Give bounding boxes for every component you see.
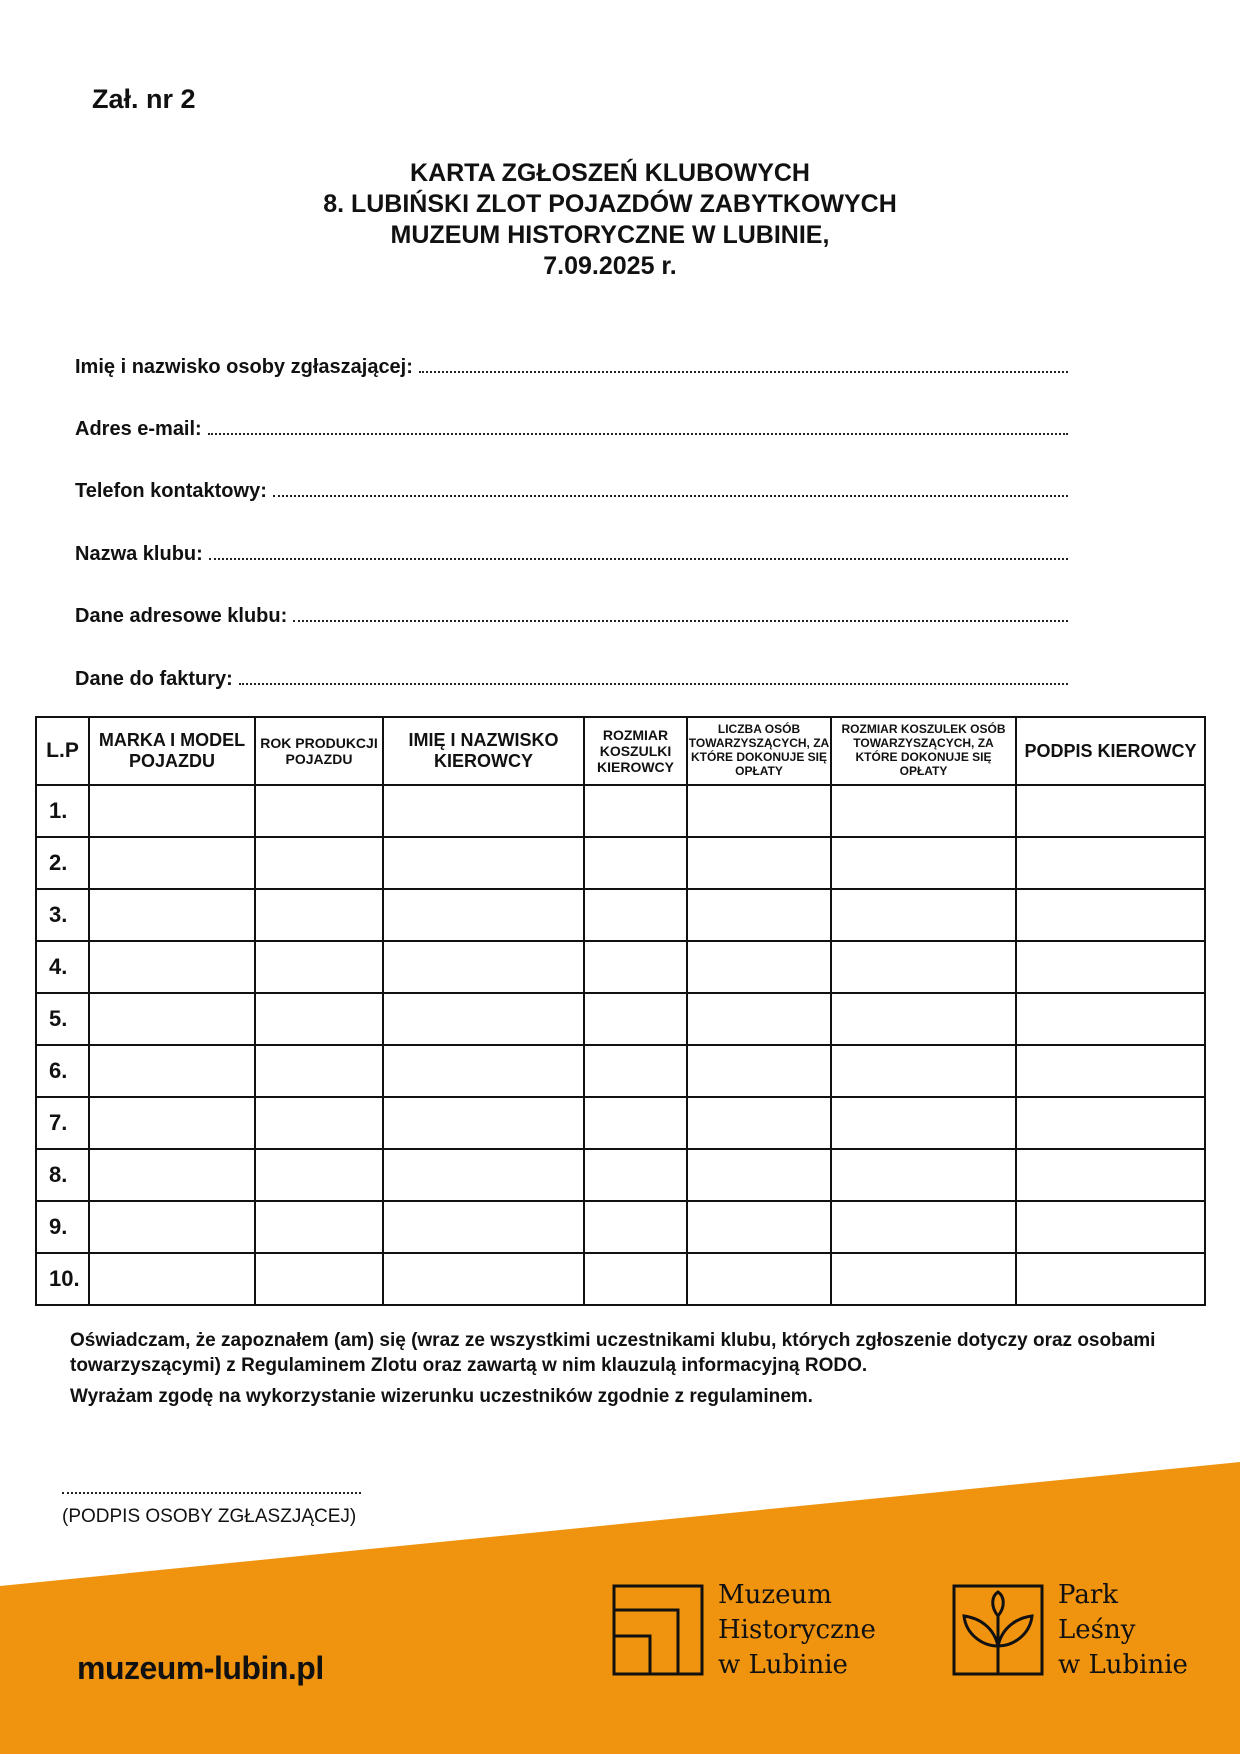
field-email[interactable]: [75, 411, 1068, 441]
table-cell-input[interactable]: [831, 785, 1016, 837]
table-cell-input[interactable]: [383, 837, 584, 889]
table-cell-input[interactable]: [584, 785, 687, 837]
field-label: Dane adresowe klubu:: [75, 605, 288, 627]
table-cell-input[interactable]: [383, 1201, 584, 1253]
field-label: Adres e-mail:: [75, 418, 202, 440]
museum-logo-line-1: Muzeum: [718, 1580, 832, 1610]
table-row: [36, 785, 1205, 837]
table-cell-input[interactable]: [1016, 993, 1205, 1045]
table-cell-input[interactable]: [255, 1149, 383, 1201]
table-cell-input[interactable]: [687, 941, 831, 993]
table-cell-input[interactable]: [383, 889, 584, 941]
table-cell-input[interactable]: [831, 889, 1016, 941]
field-phone[interactable]: [75, 473, 1068, 503]
table-cell-input[interactable]: [383, 1253, 584, 1305]
dotted-fill-line[interactable]: [273, 494, 1068, 497]
signature-caption: (PODPIS OSOBY ZGŁASZJĄCEJ): [62, 1506, 357, 1527]
museum-logo-text: [718, 1578, 876, 1683]
row-number: 4.: [36, 941, 89, 993]
table-cell-input[interactable]: [1016, 941, 1205, 993]
field-label: Telefon kontaktowy:: [75, 480, 267, 502]
header-make-model: MARKA I MODEL POJAZDU: [89, 717, 255, 785]
table-cell-input[interactable]: [1016, 1045, 1205, 1097]
table-cell-input[interactable]: [831, 993, 1016, 1045]
museum-logo-line-2: Historyczne: [718, 1615, 876, 1645]
dotted-fill-line[interactable]: [208, 432, 1068, 435]
field-invoice-data[interactable]: [75, 661, 1068, 691]
field-label: Imię i nazwisko osoby zgłaszającej:: [75, 356, 413, 378]
table-cell-input[interactable]: [687, 1045, 831, 1097]
table-cell-input[interactable]: [1016, 1201, 1205, 1253]
header-driver-signature: PODPIS KIEROWCY: [1016, 717, 1205, 785]
title-line-4: 7.09.2025 r.: [543, 252, 677, 280]
table-cell-input[interactable]: [89, 889, 255, 941]
header-driver-name: IMIĘ I NAZWISKO KIEROWCY: [383, 717, 584, 785]
table-cell-input[interactable]: [1016, 837, 1205, 889]
header-production-year: ROK PRODUKCJI POJAZDU: [255, 717, 383, 785]
declaration-text-1: Oświadczam, że zapoznałem (am) się (wraz ze wszystkimi uczestnikami klubu, których zgłoszenie dotyczy oraz osobami towarzyszącymi) z Regulaminem Zlotu oraz zawartą w nim klauzulą informacyjną RODO.: [70, 1330, 1156, 1376]
table-cell-input[interactable]: [831, 1253, 1016, 1305]
table-cell-input[interactable]: [584, 1253, 687, 1305]
table-cell-input[interactable]: [831, 1149, 1016, 1201]
table-cell-input[interactable]: [687, 1149, 831, 1201]
dotted-fill-line[interactable]: [239, 682, 1068, 685]
table-cell-input[interactable]: [89, 785, 255, 837]
dotted-fill-line[interactable]: [293, 619, 1068, 622]
table-cell-input[interactable]: [255, 941, 383, 993]
field-label: Dane do faktury:: [75, 668, 233, 690]
table-cell-input[interactable]: [584, 837, 687, 889]
table-cell-input[interactable]: [383, 1097, 584, 1149]
table-row: [36, 837, 1205, 889]
row-number: 6.: [36, 1045, 89, 1097]
dotted-fill-line[interactable]: [209, 557, 1068, 560]
table-cell-input[interactable]: [584, 1201, 687, 1253]
table-cell-input[interactable]: [584, 941, 687, 993]
row-number: 9.: [36, 1201, 89, 1253]
field-label: Nazwa klubu:: [75, 543, 203, 565]
table-cell-input[interactable]: [1016, 1149, 1205, 1201]
table-cell-input[interactable]: [255, 889, 383, 941]
registration-table: [35, 716, 1206, 1306]
table-cell-input[interactable]: [255, 1097, 383, 1149]
table-cell-input[interactable]: [687, 993, 831, 1045]
table-cell-input[interactable]: [1016, 1097, 1205, 1149]
row-number: 3.: [36, 889, 89, 941]
table-cell-input[interactable]: [687, 1201, 831, 1253]
title-line-2: 8. LUBIŃSKI ZLOT POJAZDÓW ZABYTKOWYCH: [323, 190, 897, 218]
museum-squares-icon: [612, 1584, 704, 1676]
table-cell-input[interactable]: [831, 1201, 1016, 1253]
museum-logo-line-3: w Lubinie: [718, 1650, 848, 1680]
header-lp: L.P: [36, 717, 89, 785]
table-cell-input[interactable]: [687, 785, 831, 837]
table-cell-input[interactable]: [89, 1253, 255, 1305]
table-cell-input[interactable]: [383, 993, 584, 1045]
table-cell-input[interactable]: [255, 1253, 383, 1305]
field-club-name[interactable]: [75, 536, 1068, 566]
header-driver-shirt-size: ROZMIAR KOSZULKI KIEROWCY: [584, 717, 687, 785]
row-number: 1.: [36, 785, 89, 837]
table-cell-input[interactable]: [831, 837, 1016, 889]
table-row: [36, 993, 1205, 1045]
dotted-fill-line[interactable]: [419, 370, 1068, 373]
table-row: [36, 889, 1205, 941]
table-cell-input[interactable]: [383, 941, 584, 993]
declaration: [70, 1328, 1195, 1415]
table-cell-input[interactable]: [687, 1253, 831, 1305]
park-logo-line-3: w Lubinie: [1058, 1650, 1188, 1680]
declaration-text-2: Wyrażam zgodę na wykorzystanie wizerunku uczestników zgodnie z regulaminem.: [70, 1386, 813, 1407]
table-cell-input[interactable]: [383, 1149, 584, 1201]
table-row: [36, 1201, 1205, 1253]
signature-line[interactable]: [62, 1480, 361, 1494]
table-row: [36, 1097, 1205, 1149]
table-cell-input[interactable]: [584, 889, 687, 941]
table-cell-input[interactable]: [255, 785, 383, 837]
table-header-row: [36, 717, 1205, 785]
row-number: 8.: [36, 1149, 89, 1201]
table-cell-input[interactable]: [383, 1045, 584, 1097]
table-cell-input[interactable]: [687, 889, 831, 941]
table-cell-input[interactable]: [89, 941, 255, 993]
row-number: 5.: [36, 993, 89, 1045]
field-club-address[interactable]: [75, 598, 1068, 628]
table-cell-input[interactable]: [687, 1097, 831, 1149]
row-number: 2.: [36, 837, 89, 889]
table-row: [36, 1253, 1205, 1305]
table-cell-input[interactable]: [89, 1201, 255, 1253]
park-logo-line-2: Leśny: [1058, 1615, 1136, 1645]
page-title: [0, 158, 1220, 282]
table-cell-input[interactable]: [1016, 1253, 1205, 1305]
table-cell-input[interactable]: [584, 993, 687, 1045]
table-cell-input[interactable]: [584, 1097, 687, 1149]
table-cell-input[interactable]: [1016, 785, 1205, 837]
table-row: [36, 941, 1205, 993]
table-cell-input[interactable]: [383, 785, 584, 837]
table-cell-input[interactable]: [831, 1097, 1016, 1149]
table-cell-input[interactable]: [255, 993, 383, 1045]
table-cell-input[interactable]: [89, 1045, 255, 1097]
header-companions-shirt-sizes: ROZMIAR KOSZULEK OSÓB TOWARZYSZĄCYCH, ZA KTÓRE DOKONUJE SIĘ OPŁATY: [831, 717, 1016, 785]
table-cell-input[interactable]: [89, 1097, 255, 1149]
title-line-3: MUZEUM HISTORYCZNE W LUBINIE,: [390, 221, 830, 249]
sprout-icon: [952, 1584, 1044, 1676]
table-cell-input[interactable]: [255, 1201, 383, 1253]
table-cell-input[interactable]: [584, 1045, 687, 1097]
table-cell-input[interactable]: [687, 837, 831, 889]
table-cell-input[interactable]: [831, 1045, 1016, 1097]
table-cell-input[interactable]: [89, 993, 255, 1045]
attachment-label: Zał. nr 2: [92, 84, 196, 114]
table-row: [36, 1045, 1205, 1097]
header-companions-count: LICZBA OSÓB TOWARZYSZĄCYCH, ZA KTÓRE DOKONUJE SIĘ OPŁATY: [687, 717, 831, 785]
table-cell-input[interactable]: [89, 837, 255, 889]
park-logo-line-1: Park: [1058, 1580, 1119, 1610]
table-cell-input[interactable]: [1016, 889, 1205, 941]
table-cell-input[interactable]: [255, 1045, 383, 1097]
table-cell-input[interactable]: [831, 941, 1016, 993]
website-url[interactable]: muzeum-lubin.pl: [77, 1650, 324, 1686]
table-row: [36, 1149, 1205, 1201]
title-line-1: KARTA ZGŁOSZEŃ KLUBOWYCH: [410, 159, 810, 187]
table-cell-input[interactable]: [89, 1149, 255, 1201]
row-number: 7.: [36, 1097, 89, 1149]
table-cell-input[interactable]: [255, 837, 383, 889]
field-applicant-name[interactable]: [75, 349, 1068, 379]
row-number: 10.: [36, 1253, 89, 1305]
table-cell-input[interactable]: [584, 1149, 687, 1201]
park-logo-text: [1058, 1578, 1188, 1683]
